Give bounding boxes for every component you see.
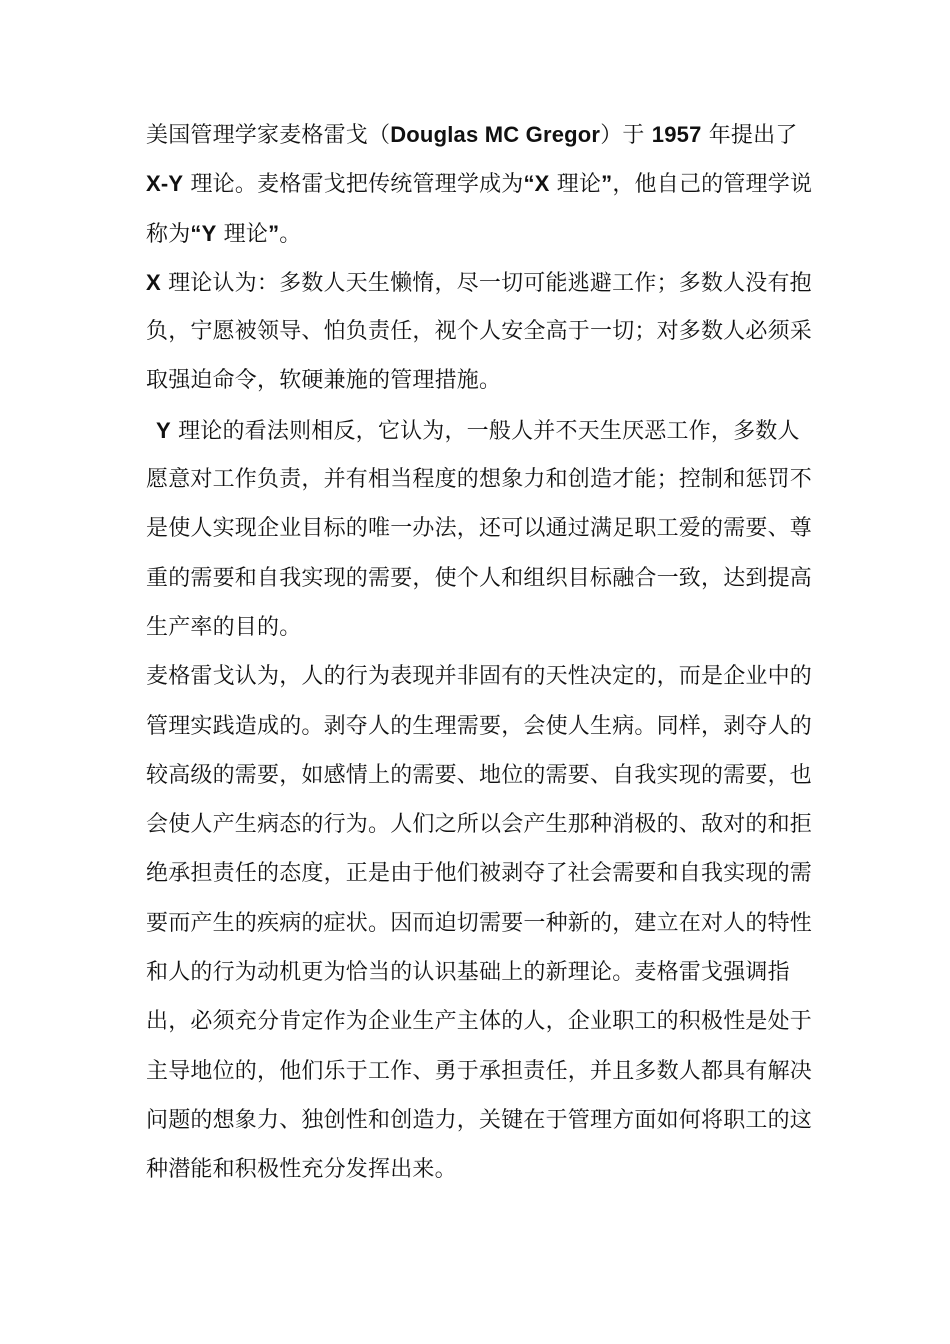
text-line: 较高级的需要，如感情上的需要、地位的需要、自我实现的需要，也 [146, 762, 813, 788]
paragraph-conclusion [146, 652, 813, 1194]
text-run: 年提出了 [701, 123, 798, 148]
text-line: 是使人实现企业目标的唯一办法，还可以通过满足职工爱的需要、尊 [146, 516, 813, 542]
text-line: 要而产生的疾病的症状。因而迫切需要一种新的，建立在对人的特性 [146, 910, 813, 936]
text-line [146, 209, 810, 258]
text-line: 种潜能和积极性充分发挥出来。 [146, 1157, 457, 1183]
text-line: 愿意对工作负责，并有相当程度的想象力和创造才能；控制和惩罚不 [146, 467, 813, 493]
document-body [146, 110, 813, 1195]
text-run: 理论。麦格雷戈把传统管理学成为 [183, 172, 524, 198]
text-run: 称为 [146, 221, 191, 247]
text-line: 出，必须充分肯定作为企业生产主体的人，企业职工的积极性是处于 [146, 1009, 813, 1035]
text-run: 理论 [216, 221, 269, 247]
text-line: 管理实践造成的。剥夺人的生理需要，会使人生病。同样，剥夺人的 [146, 713, 813, 739]
theory-name: “X [523, 171, 550, 197]
text-line [146, 258, 810, 307]
paragraph-theory-y [146, 406, 813, 652]
text-line [146, 110, 810, 159]
text-line: 取强迫命令，软硬兼施的管理措施。 [146, 368, 502, 394]
theory-letter: X [146, 269, 161, 295]
text-line: 主导地位的，他们乐于工作、勇于承担责任，并且多数人都具有解决 [146, 1058, 813, 1084]
text-line: 绝承担责任的态度，正是由于他们被剥夺了社会需要和自我实现的需 [146, 861, 813, 887]
text-line: 会使人产生病态的行为。人们之所以会产生那种消极的、敌对的和拒 [146, 812, 813, 838]
text-line: 问题的想象力、独创性和创造力，关键在于管理方面如何将职工的这 [146, 1107, 813, 1133]
text-run: 理论认为：多数人天生懒惰，尽一切可能逃避工作；多数人没有抱 [160, 270, 812, 296]
text-line: 重的需要和自我实现的需要，使个人和组织目标融合一致，达到提高 [146, 565, 813, 591]
text-line: 生产率的目的。 [146, 614, 302, 640]
paragraph-intro [146, 110, 813, 258]
theory-name: “Y [190, 220, 217, 246]
author-name: Douglas MC Gregor [390, 122, 601, 147]
text-run: ）于 [600, 123, 652, 148]
text-run: 。 [279, 221, 302, 247]
theory-name: X-Y [146, 171, 184, 197]
text-line [146, 159, 813, 208]
text-run: 理论 [549, 172, 602, 198]
text-line: 负，宁愿被领导、怕负责任，视个人安全高于一切；对多数人必须采 [146, 319, 813, 345]
theory-letter: Y [156, 417, 171, 443]
text-line [146, 406, 810, 455]
paragraph-theory-x [146, 258, 813, 406]
text-run: 理论的看法则相反，它认为，一般人并不天生厌恶工作，多数人 [170, 418, 800, 444]
text-run: ，他自己的管理学说 [612, 172, 813, 198]
text-line: 和人的行为动机更为恰当的认识基础上的新理论。麦格雷戈强调指 [146, 960, 790, 986]
year: 1957 [651, 122, 702, 147]
text-run: 美国管理学家麦格雷戈（ [146, 123, 391, 148]
text-line: 麦格雷戈认为，人的行为表现并非固有的天性决定的，而是企业中的 [146, 664, 813, 690]
quote-mark: ” [601, 171, 613, 197]
quote-mark: ” [268, 220, 280, 246]
